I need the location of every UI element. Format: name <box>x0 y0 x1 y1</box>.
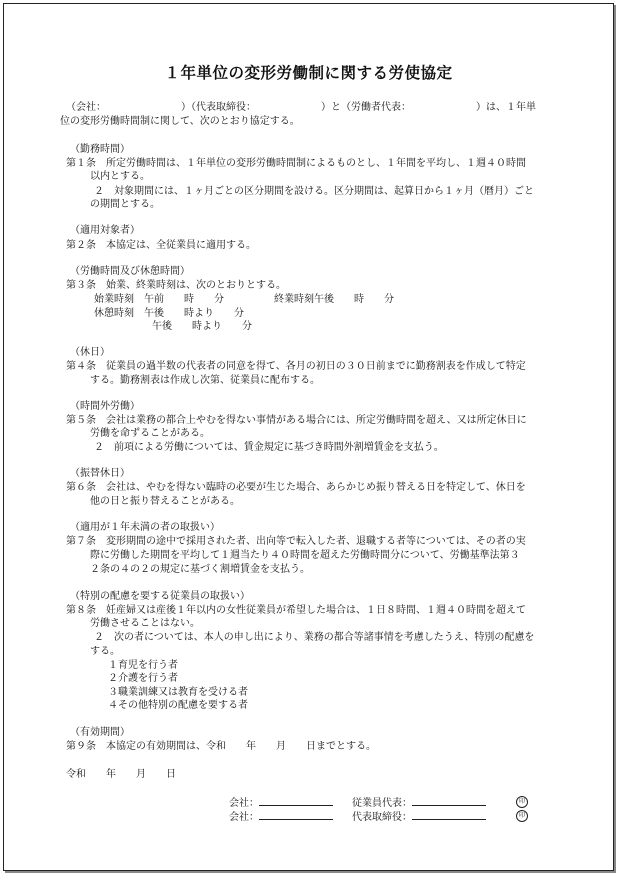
signature-employee-rep <box>352 796 486 810</box>
signature-company-1 <box>229 796 333 810</box>
list-item: ３職業訓練又は教育を受ける者 <box>108 687 248 698</box>
company-label-1: 会社： <box>229 798 259 809</box>
director-blank <box>412 810 486 820</box>
intro-line: 位の変形労働時間制に関して、次のとおり協定する。 <box>60 116 300 127</box>
section-heading: （時間外労働） <box>70 401 140 412</box>
section-heading: （特別の配慮を要する従業員の取扱い） <box>70 591 250 602</box>
section-heading: （休日） <box>70 347 110 358</box>
document-title: １年単位の変形労働制に関する労使協定 <box>164 64 453 82</box>
clause-text: ２ 対象期間には、１ヶ月ごとの区分期間を設ける。区分期間は、起算日から１ヶ月（暦月）ごと <box>94 186 534 197</box>
clause-text: ２ 次の者については、本人の申し出により、業務の都合等諸事情を考慮したうえ、特別の配慮を <box>94 632 535 643</box>
seal-mark-2: 印 <box>516 810 528 822</box>
article-text: 労働を命ずることがある。 <box>90 428 210 439</box>
seal-mark-1: 印 <box>516 796 528 808</box>
employee-rep-label: 従業員代表： <box>352 798 412 809</box>
list-item: ２介護を行う者 <box>108 673 178 684</box>
section-heading: （労働時間及び休憩時間） <box>70 266 190 277</box>
signature-director <box>352 810 486 824</box>
schedule-row: 午後 時より 分 <box>152 321 252 332</box>
date-line: 令和 年 月 日 <box>66 769 176 780</box>
signature-company-2 <box>229 810 333 824</box>
article-text: 第６条 会社は、やむを得ない臨時の必要が生じた場合、あらかじめ振り替える日を特定して、休日を <box>66 482 526 493</box>
list-item: １育児を行う者 <box>108 660 178 671</box>
article-text: 他の日と振り替えることがある。 <box>90 496 240 507</box>
section-heading: （適用対象者） <box>70 225 140 236</box>
employee-rep-blank <box>412 796 486 806</box>
article-text: 際に労働した期間を平均して１週当たり４０時間を超えた労働時間分について、労働基準法第３ <box>90 550 520 561</box>
document-page <box>3 3 614 871</box>
director-label: 代表取締役： <box>352 812 412 823</box>
company-blank-1 <box>259 796 333 806</box>
clause-text: の期間とする。 <box>90 199 160 210</box>
article-text: する。勤務割表は作成し次第、従業員に配布する。 <box>90 375 320 386</box>
list-item: ４その他特別の配慮を要する者 <box>108 700 248 711</box>
section-heading: （振替休日） <box>70 468 130 479</box>
article-text: 第８条 妊産婦又は産後１年以内の女性従業員が希望した場合は、１日８時間、１週４０時間を超えて <box>66 605 526 616</box>
article-text: ２条の４の２の規定に基づく割増賃金を支払う。 <box>90 564 310 575</box>
schedule-row: 始業時刻 午前 時 分 終業時刻午後 時 分 <box>94 294 394 305</box>
intro-line: （会社： ）（代表取締役： ）と（労働者代表： ）は、１年単 <box>66 102 536 113</box>
company-blank-2 <box>259 810 333 820</box>
section-heading: （有効期間） <box>70 727 130 738</box>
company-label-2: 会社： <box>229 812 259 823</box>
section-heading: （適用が１年未満の者の取扱い） <box>70 522 220 533</box>
section-heading: （勤務時間） <box>70 144 130 155</box>
article-text: 労働させることはない。 <box>90 618 200 629</box>
article-text: 第５条 会社は業務の都合上やむを得ない事情がある場合には、所定労働時間を超え、又は所定休日に <box>66 415 527 426</box>
article-text: 第３条 始業、終業時刻は、次のとおりとする。 <box>66 280 286 291</box>
clause-text: ２ 前項による労働については、賃金規定に基づき時間外割増賃金を支払う。 <box>94 442 444 453</box>
clause-text: する。 <box>90 646 120 657</box>
article-text: 第４条 従業員の過半数の代表者の同意を得て、各月の初日の３０日前までに勤務割表を作成して特定 <box>66 361 526 372</box>
article-text: 第２条 本協定は、全従業員に適用する。 <box>66 240 256 251</box>
article-text: 第７条 変形期間の途中で採用された者、出向等で転入した者、退職する者等については、その者の実 <box>66 536 526 547</box>
schedule-row: 休憩時刻 午後 時より 分 <box>94 308 244 319</box>
article-text: 第１条 所定労働時間は、１年単位の変形労働時間制によるものとし、１年間を平均し、１週４０時間 <box>66 158 526 169</box>
article-text: 第９条 本協定の有効期間は、令和 年 月 日までとする。 <box>66 741 376 752</box>
article-text: 以内とする。 <box>90 171 150 182</box>
